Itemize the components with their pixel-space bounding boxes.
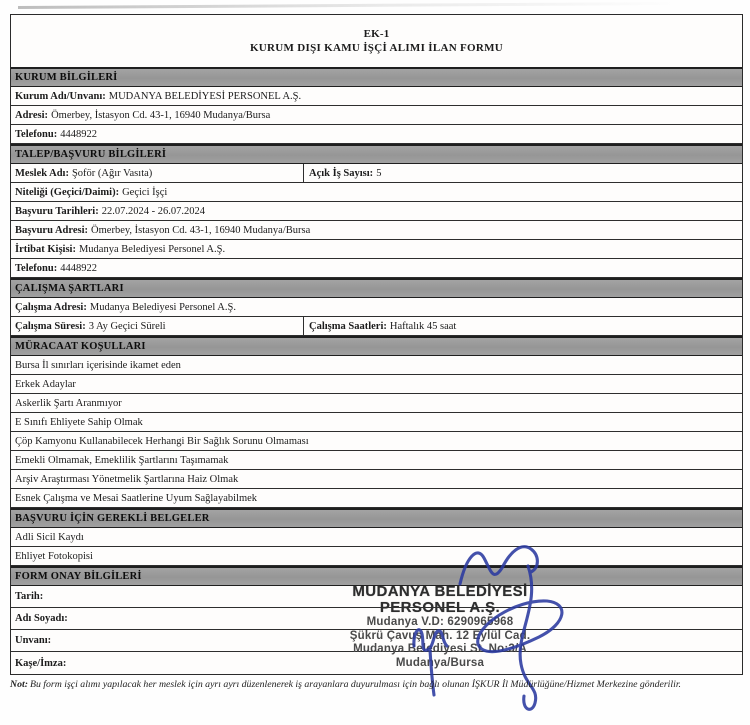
cell-calisma-saatleri [304, 317, 742, 335]
field-value: Mudanya Belediyesi Personel A.Ş. [89, 301, 236, 313]
form-row-calisma-adresi [11, 298, 742, 317]
form-title: KURUM DIŞI KAMU İŞÇİ ALIMI İLAN FORMU [249, 42, 504, 54]
field-label: Çalışma Adresi: [15, 301, 87, 313]
field-label: Tarih: [15, 591, 44, 602]
field-label: Meslek Adı: [15, 167, 69, 179]
form-row-basvuru-adresi [11, 221, 742, 240]
condition-row [11, 432, 742, 451]
document-row [11, 528, 742, 547]
section-header-talep-basvuru: TALEP/BAŞVURU BİLGİLERİ [11, 144, 742, 164]
field-value: MUDANYA BELEDİYESİ PERSONEL A.Ş. [108, 90, 302, 102]
footnote-label: Not: [10, 679, 28, 690]
form-row-unvani [11, 630, 742, 652]
stamp-line: Şükrü Çavuş Mah. 12 Eylül Cad. [349, 629, 531, 642]
form-row-adi-soyadi [11, 608, 742, 630]
form-table [10, 14, 743, 675]
condition-text: Emekli Olmamak, Emeklilik Şartlarını Taşımamak [15, 454, 229, 466]
field-label: Telefonu: [15, 128, 58, 140]
field-label: Telefonu: [15, 262, 58, 274]
form-row-telefonu-2 [11, 259, 742, 278]
field-value: 4448922 [60, 262, 97, 274]
section-header-gerekli-belgeler: BAŞVURU İÇİN GEREKLİ BELGELER [11, 508, 742, 528]
stamp-line: Mudanya/Bursa [395, 656, 485, 669]
condition-text: Arşiv Araştırması Yönetmelik Şartlarına Haiz Olmak [15, 473, 239, 485]
condition-text: E Sınıfı Ehliyete Sahip Olmak [15, 416, 143, 428]
field-label: Adresi: [15, 109, 49, 121]
section-header-muracaat-kosullari: MÜRACAAT KOŞULLARI [11, 336, 742, 356]
field-label: Kaşe/İmza: [15, 657, 67, 669]
form-row-adresi [11, 106, 742, 125]
doc-code: EK-1 [363, 28, 390, 40]
field-value: Ömerbey, İstasyon Cd. 43-1, 16940 Mudanya/Bursa [51, 109, 271, 121]
stamp-line: PERSONEL A.Ş. [379, 598, 501, 616]
condition-text: Askerlik Şartı Aranmıyor [15, 397, 122, 409]
field-label: Çalışma Saatleri: [309, 320, 387, 332]
document-row [11, 547, 742, 566]
field-label: Adı Soyadı: [15, 613, 68, 624]
field-value: Mudanya Belediyesi Personel A.Ş. [78, 243, 226, 255]
field-value: Ömerbey, İstasyon Cd. 43-1, 16940 Mudanya/Bursa [91, 224, 311, 236]
field-label: Başvuru Tarihleri: [15, 205, 99, 217]
form-row-tarih [11, 583, 742, 608]
cell-meslek-adi [11, 164, 304, 182]
condition-text: Çöp Kamyonu Kullanabilecek Herhangi Bir Sağlık Sorunu Olmaması [15, 435, 309, 447]
section-header-calisma-sartlari: ÇALIŞMA ŞARTLARI [11, 278, 742, 298]
cell-calisma-suresi [11, 317, 304, 335]
condition-text: Esnek Çalışma ve Mesai Saatlerine Uyum Sağlayabilmek [15, 492, 258, 504]
document-text: Ehliyet Fotokopisi [15, 550, 93, 562]
stamp-line: Mudanya Belediyesi St. No:3/A [353, 643, 527, 655]
field-label: Niteliği (Geçici/Daimi): [15, 186, 120, 198]
form-row-kurum-adi [11, 87, 742, 106]
form-row-telefonu [11, 125, 742, 144]
field-value: Şoför (Ağır Vasıta) [71, 167, 153, 179]
document-text: Adli Sicil Kaydı [15, 531, 84, 543]
section-header-form-onay: FORM ONAY BİLGİLERİ [11, 566, 742, 586]
form-row-basvuru-tarihleri [11, 202, 742, 221]
form-row-calisma-suresi [11, 317, 742, 336]
field-label: Çalışma Süresi: [15, 320, 86, 332]
field-label: Başvuru Adresi: [15, 224, 89, 236]
form-row-irtibat-kisisi [11, 240, 742, 259]
condition-row [11, 413, 742, 432]
cell-acik-is-sayisi [304, 164, 742, 182]
condition-row [11, 470, 742, 489]
section-header-kurum-bilgileri: KURUM BİLGİLERİ [11, 67, 742, 87]
stamp-line: MUDANYA BELEDİYESİ [352, 583, 528, 600]
form-row-kase-imza [11, 652, 742, 674]
form-row-meslek-adi [11, 164, 742, 183]
form-row-niteligi [11, 183, 742, 202]
condition-text: Erkek Adaylar [15, 378, 76, 390]
field-value: 3 Ay Geçici Süreli [88, 320, 166, 332]
field-value: 22.07.2024 - 26.07.2024 [101, 205, 205, 217]
field-label: Kurum Adı/Unvanı: [15, 90, 106, 102]
onay-rows [11, 583, 742, 674]
form-header [11, 15, 742, 67]
scan-artifact-streak [18, 2, 678, 9]
footnote-text: Bu form işçi alımı yapılacak her meslek için ayrı ayrı düzenlenerek iş arayanlara duyurulması için bağlı olunan İŞKUR İl Müdürlüğüne/Hizmet Merkezine gönderilir. [29, 679, 681, 690]
field-label: Açık İş Sayısı: [309, 167, 374, 179]
field-value: 4448922 [60, 128, 97, 140]
condition-row [11, 356, 742, 375]
condition-row [11, 394, 742, 413]
condition-row [11, 375, 742, 394]
field-value: Haftalık 45 saat [389, 320, 457, 332]
stamp-line: Mudanya V.D: 6290965968 [366, 616, 514, 628]
condition-row [11, 451, 742, 470]
field-value: 5 [376, 167, 382, 179]
field-label: İrtibat Kişisi: [15, 243, 76, 255]
field-label: Unvanı: [15, 635, 52, 646]
condition-text: Bursa İl sınırları içerisinde ikamet eden [15, 359, 181, 371]
field-value: Geçici İşçi [122, 186, 168, 198]
footnote [10, 679, 736, 692]
condition-row [11, 489, 742, 508]
